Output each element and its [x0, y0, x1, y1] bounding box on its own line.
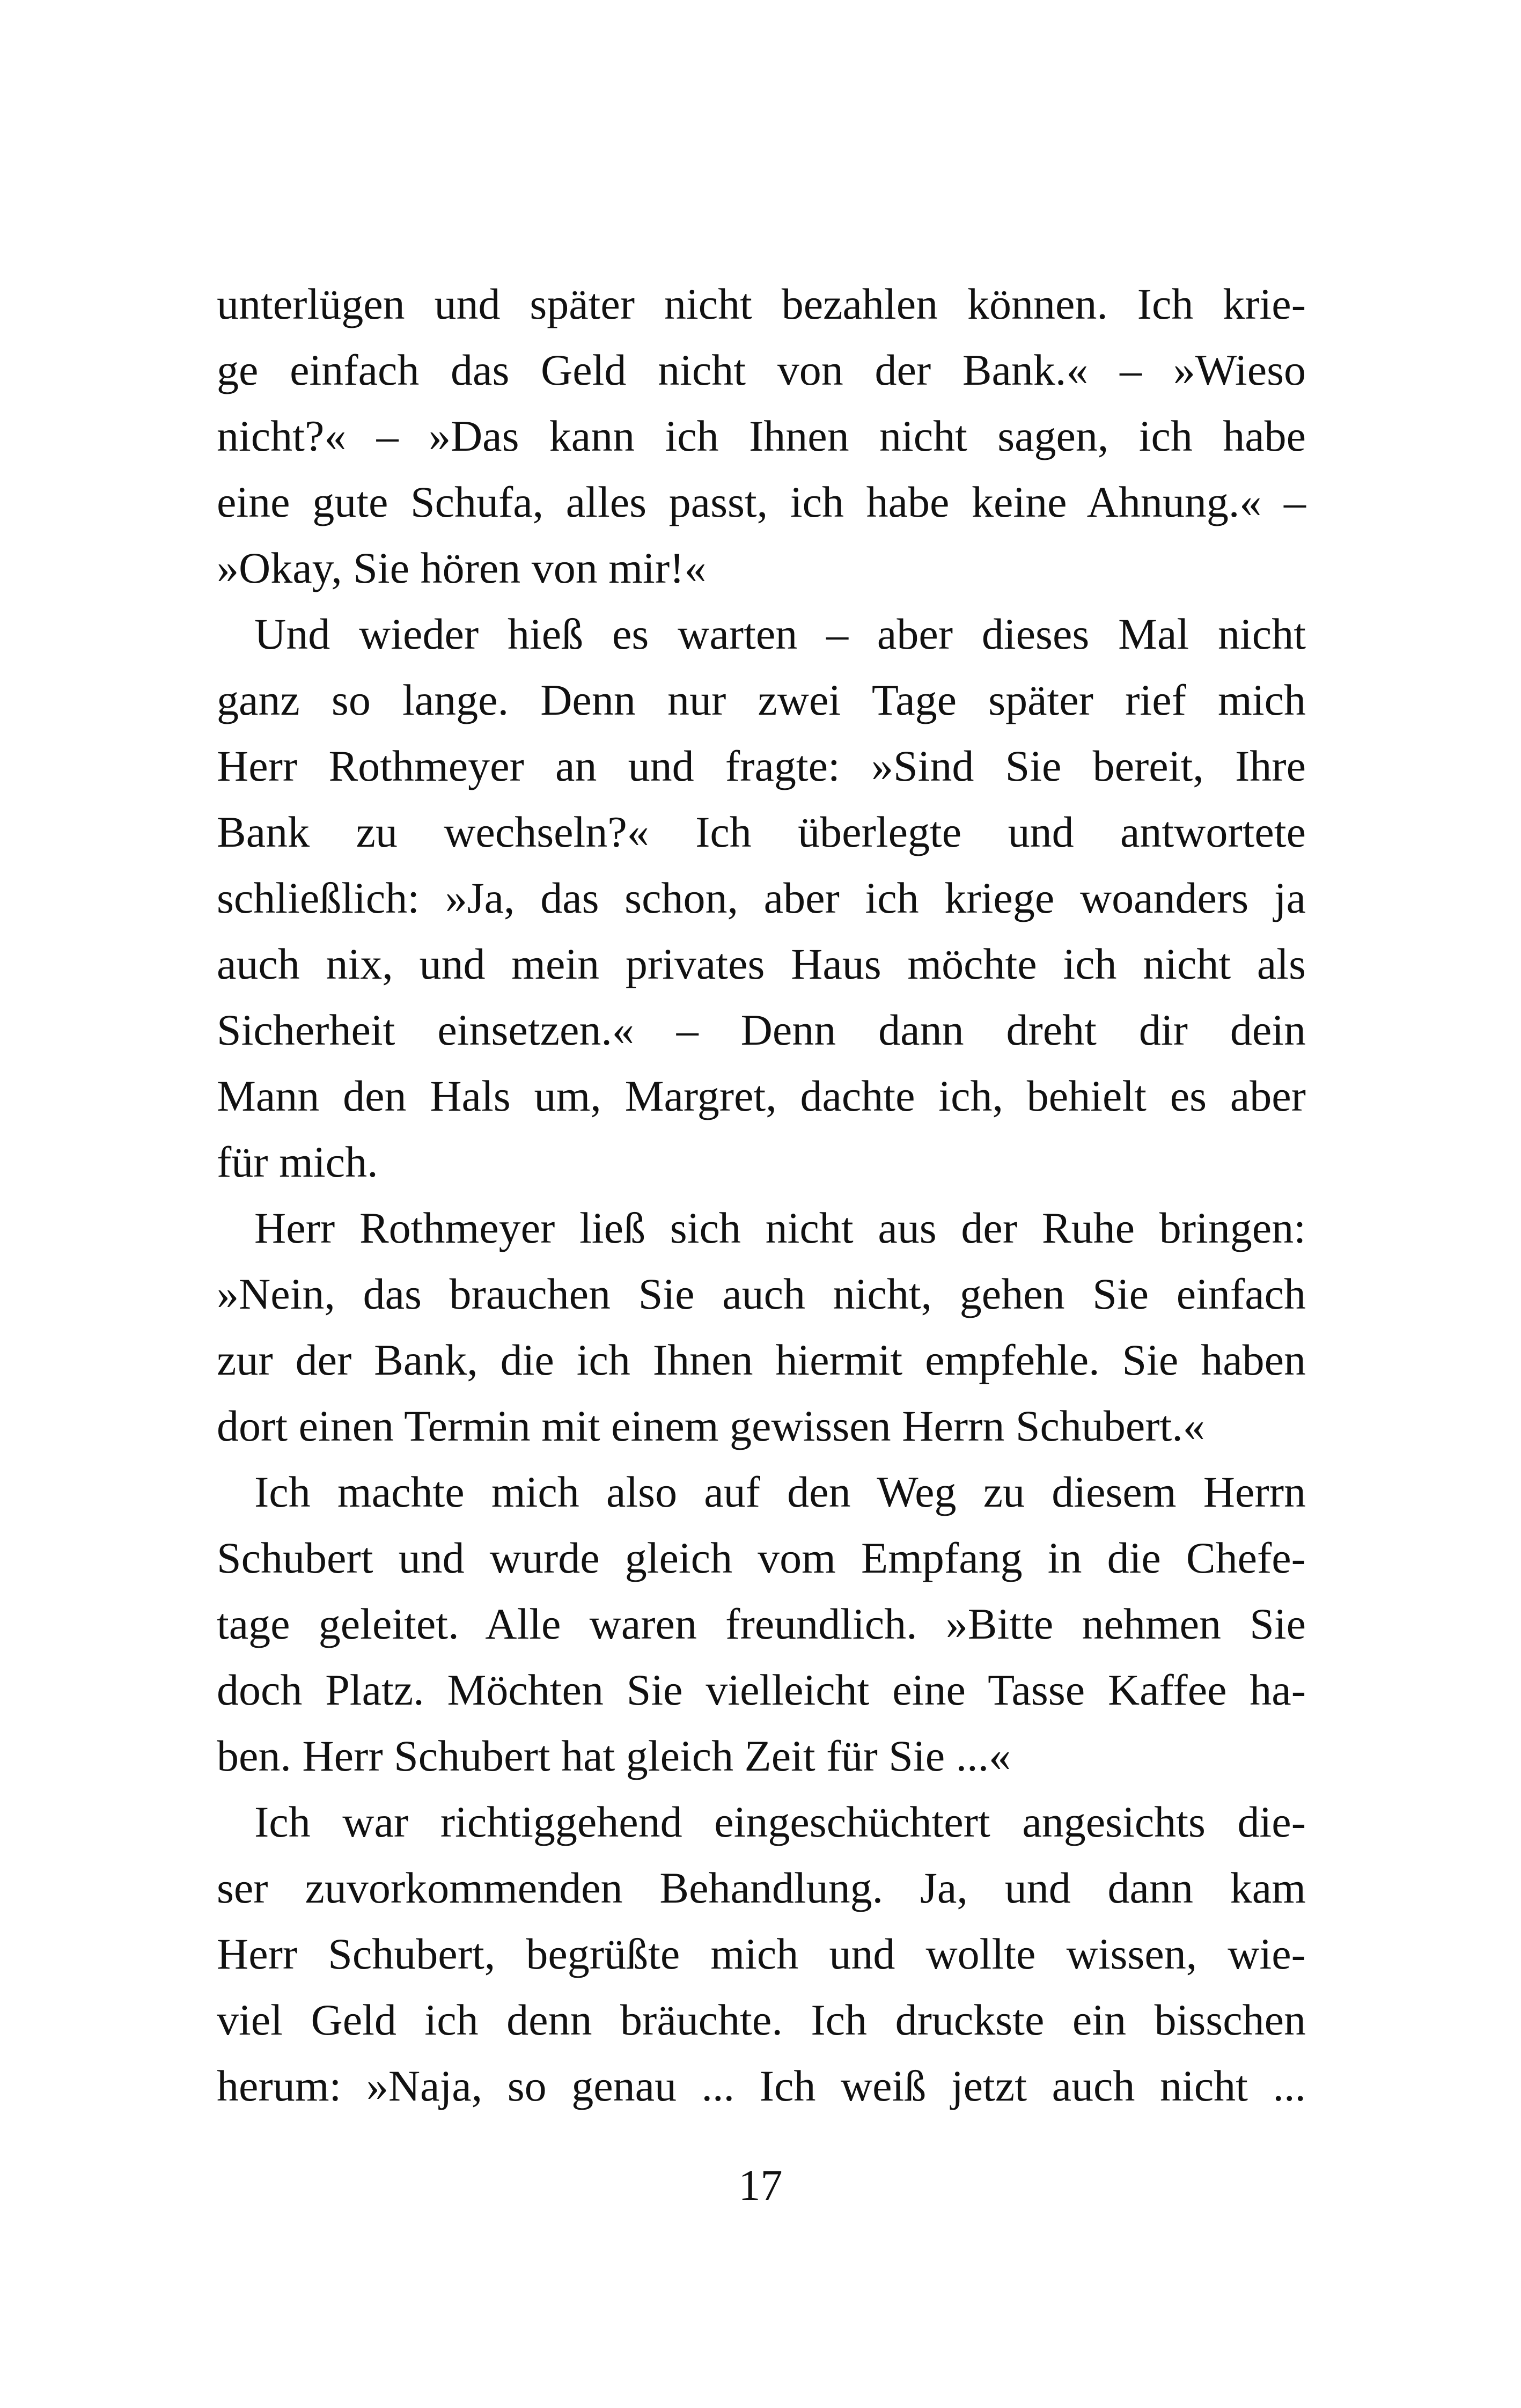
- body-text: [217, 271, 1306, 2119]
- text-line: Ich machte mich also auf den Weg zu diesem Herrn: [254, 1467, 1306, 1516]
- text-line: eine gute Schufa, alles passt, ich habe keine Ahnung.« –: [217, 478, 1306, 526]
- text-line: Herr Schubert, begrüßte mich und wollte wissen, wie-: [217, 1929, 1306, 1978]
- text-line: ge einfach das Geld nicht von der Bank.« – »Wieso: [217, 346, 1306, 394]
- text-line: »Okay, Sie hören von mir!«: [217, 544, 707, 592]
- text-line: dort einen Termin mit einem gewissen Herrn Schubert.«: [217, 1401, 1205, 1450]
- text-line: Sicherheit einsetzen.« – Denn dann dreht dir dein: [217, 1005, 1306, 1054]
- text-line: nicht?« – »Das kann ich Ihnen nicht sagen, ich habe: [217, 412, 1306, 460]
- text-line: ganz so lange. Denn nur zwei Tage später rief mich: [217, 676, 1306, 724]
- text-line: Herr Rothmeyer an und fragte: »Sind Sie bereit, Ihre: [217, 742, 1306, 790]
- text-line: schließlich: »Ja, das schon, aber ich kriege woanders ja: [217, 873, 1306, 922]
- text-line: tage geleitet. Alle waren freundlich. »Bitte nehmen Sie: [217, 1599, 1306, 1648]
- page-number: 17: [738, 2161, 783, 2209]
- text-line: Mann den Hals um, Margret, dachte ich, behielt es aber: [217, 1071, 1306, 1120]
- text-line: Und wieder hieß es warten – aber dieses Mal nicht: [254, 610, 1306, 658]
- text-line: ben. Herr Schubert hat gleich Zeit für Sie ...«: [217, 1731, 1011, 1780]
- text-line: »Nein, das brauchen Sie auch nicht, gehen Sie einfach: [217, 1269, 1306, 1318]
- text-line: Ich war richtiggehend eingeschüchtert angesichts die-: [254, 1797, 1306, 1846]
- text-line: herum: »Naja, so genau ... Ich weiß jetzt auch nicht ...: [217, 2061, 1306, 2110]
- text-line: für mich.: [217, 1137, 378, 1186]
- text-line: auch nix, und mein privates Haus möchte ich nicht als: [217, 939, 1306, 988]
- text-line: Herr Rothmeyer ließ sich nicht aus der Ruhe bringen:: [254, 1203, 1306, 1252]
- text-line: unterlügen und später nicht bezahlen können. Ich krie-: [217, 280, 1306, 328]
- text-line: viel Geld ich denn bräuchte. Ich druckste ein bisschen: [217, 1995, 1306, 2044]
- text-line: zur der Bank, die ich Ihnen hiermit empfehle. Sie haben: [217, 1335, 1306, 1384]
- text-line: ser zuvorkommenden Behandlung. Ja, und dann kam: [217, 1863, 1306, 1912]
- text-line: doch Platz. Möchten Sie vielleicht eine Tasse Kaffee ha-: [217, 1665, 1306, 1714]
- text-line: Schubert und wurde gleich vom Empfang in die Chefe-: [217, 1533, 1306, 1582]
- text-line: Bank zu wechseln?« Ich überlegte und antwortete: [217, 807, 1306, 856]
